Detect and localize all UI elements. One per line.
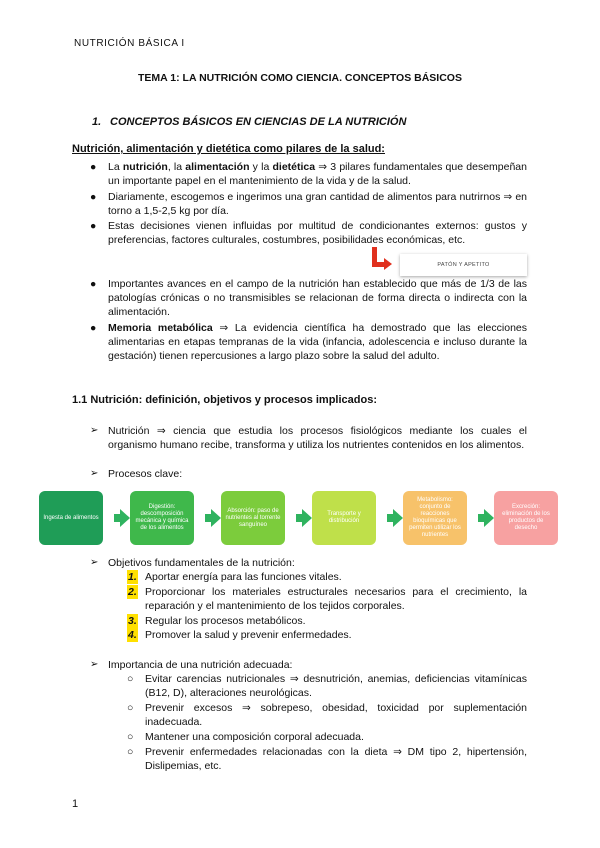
keyword-alimentacion: alimentación	[185, 161, 250, 173]
processes-label: Procesos clave:	[108, 468, 183, 480]
flow-step-excrecion: Excreción: eliminación de los productos de desecho	[494, 491, 558, 545]
list-item-text: Importantes avances en el campo de la nutrición han establecido que más de 1/3 de las patologías crónicas o no transmisibles se relacionan de forma directa o indirecta con la alimentación.	[108, 278, 527, 318]
importance-item	[127, 745, 527, 773]
keyword-nutricion: nutrición	[122, 161, 168, 173]
flow-step-metabolismo: Metabolismo: conjunto de reacciones bioquímicas que permiten utilizar los nutrientes	[403, 491, 467, 545]
running-header: NUTRICIÓN BÁSICA I	[74, 38, 185, 49]
objective-item	[127, 614, 527, 628]
importance-text: Prevenir excesos ⇒ sobrepeso, obesidad, toxicidad por suplementación inadecuada.	[145, 702, 527, 728]
section-title: CONCEPTOS BÁSICOS EN CIENCIAS DE LA NUTRICIÓN	[110, 116, 407, 128]
list-item	[90, 219, 527, 247]
list-item-text: Memoria metabólica ⇒ La evidencia científica ha demostrado que las elecciones alimentarias en etapas tempranas de la vida (infancia, adolescencia e incluso durante la gestación) tienen repercusiones a largo plazo sobre la salud del adulto.	[108, 322, 527, 362]
list-item	[90, 277, 527, 319]
flow-step-ingesta: Ingesta de alimentos	[39, 491, 103, 545]
objective-number: 3.	[128, 615, 137, 627]
bullet-marker: ●	[90, 220, 97, 232]
keyword-memoria-metabolica: Memoria metabólica	[108, 322, 213, 334]
objective-text: Proporcionar los materiales estructurales necesarios para el crecimiento, la reparación y el mantenimiento de los tejidos corporales.	[145, 586, 527, 612]
objective-number: 1.	[128, 571, 137, 583]
importance-label: Importancia de una nutrición adecuada:	[108, 659, 293, 671]
list-item-text: Estas decisiones vienen influidas por multitud de condicionantes externos: gustos y preferencias, factores culturales, costumbres, posibilidades económicas, etc.	[108, 220, 527, 246]
section-1-1-heading: 1.1 Nutrición: definición, objetivos y procesos implicados:	[72, 394, 378, 406]
list-item	[90, 424, 527, 452]
arrow-bullet-icon: ➢	[90, 468, 99, 479]
keyword-dietetica: dietética	[272, 161, 316, 173]
objective-item	[127, 570, 527, 584]
circle-bullet-icon: ○	[127, 746, 134, 758]
list-item-text: Diariamente, escogemos e ingerimos una gran cantidad de alimentos para nutrirnos ⇒ en torno a 1,5-2,5 kg por día.	[108, 191, 527, 217]
list-item-text: La nutrición, la alimentación y la dietética ⇒ 3 pilares fundamentales que desempeñan un importante papel en el mantenimiento de la vida y de la salud.	[108, 161, 527, 187]
page-title: TEMA 1: LA NUTRICIÓN COMO CIENCIA. CONCEPTOS BÁSICOS	[138, 72, 462, 84]
bullet-marker: ●	[90, 322, 97, 334]
arrow-bullet-icon: ➢	[90, 425, 99, 436]
annotation-arrow-head-icon	[384, 258, 392, 270]
pillars-subheading: Nutrición, alimentación y dietética como pilares de la salud:	[72, 143, 385, 155]
page-number: 1	[72, 798, 79, 810]
circle-bullet-icon: ○	[127, 673, 134, 685]
importance-item	[127, 672, 527, 700]
list-item	[90, 160, 527, 188]
objective-number: 2.	[128, 586, 137, 598]
section-1-heading	[92, 116, 406, 128]
arrow-bullet-icon: ➢	[90, 659, 99, 670]
importance-item	[127, 730, 527, 744]
flow-arrow-icon	[120, 509, 130, 527]
importance-text: Evitar carencias nutricionales ⇒ desnutrición, anemias, deficiencias vitamínicas (B12, D), alteraciones neurológicas.	[145, 673, 527, 699]
arrow-bullet-icon: ➢	[90, 557, 99, 568]
flow-arrow-icon	[211, 509, 221, 527]
objective-text: Regular los procesos metabólicos.	[145, 615, 306, 627]
list-item	[90, 658, 527, 672]
bullet-marker: ●	[90, 278, 97, 290]
list-item	[90, 556, 527, 570]
flow-arrow-icon	[484, 509, 494, 527]
nutrition-definition: Nutrición ⇒ ciencia que estudia los procesos fisiológicos mediante los cuales el organismo humano recibe, transforma y utiliza los nutrientes contenidos en los alimentos.	[108, 425, 527, 451]
importance-item	[127, 701, 527, 729]
objectives-label: Objetivos fundamentales de la nutrición:	[108, 557, 295, 569]
objective-text: Aportar energía para las funciones vitales.	[145, 571, 342, 583]
flow-step-digestion: Digestión: descomposición mecánica y química de los alimentos	[130, 491, 194, 545]
annotation-note: PATÓN Y APETITO	[400, 254, 527, 276]
importance-text: Mantener una composición corporal adecuada.	[145, 731, 364, 743]
list-item	[90, 321, 527, 363]
flow-step-transporte: Transporte y distribución	[312, 491, 376, 545]
flow-arrow-icon	[302, 509, 312, 527]
circle-bullet-icon: ○	[127, 731, 134, 743]
bullet-marker: ●	[90, 161, 97, 173]
objective-item	[127, 628, 527, 642]
flow-arrow-icon	[393, 509, 403, 527]
objective-text: Promover la salud y prevenir enfermedades.	[145, 629, 352, 641]
circle-bullet-icon: ○	[127, 702, 134, 714]
list-item	[90, 190, 527, 218]
list-item	[90, 467, 527, 481]
importance-text: Prevenir enfermedades relacionadas con la dieta ⇒ DM tipo 2, hipertensión, Dislipemias, etc.	[145, 746, 527, 772]
objective-number: 4.	[128, 629, 137, 641]
bullet-marker: ●	[90, 191, 97, 203]
objective-item	[127, 585, 527, 613]
section-number: 1.	[92, 116, 102, 128]
flow-step-absorcion: Absorción: paso de nutrientes al torrente sanguíneo	[221, 491, 285, 545]
